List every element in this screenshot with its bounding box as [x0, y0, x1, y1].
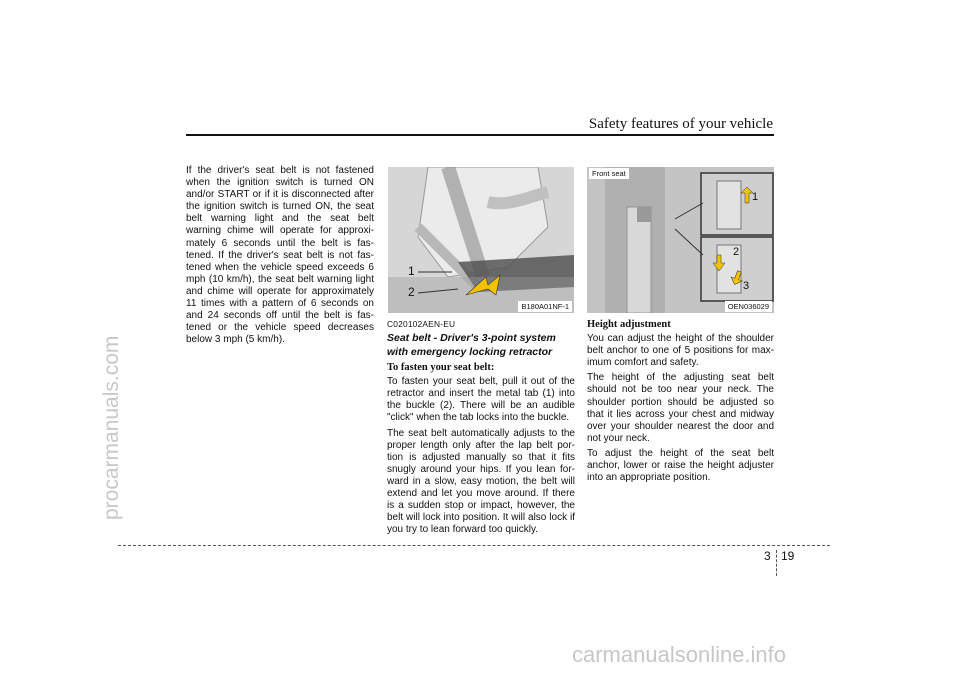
fasten-paragraph: To fasten your seat belt, pull it out of the retractor and insert the metal tab (1) into the buckle (2). There will be an audible "click" when the tab locks into the buckle. — [387, 376, 575, 424]
chapter-number: 3 — [764, 549, 771, 563]
figure-callout-2: 2 — [733, 246, 740, 258]
figure-caption: B180A01NF-1 — [518, 301, 572, 312]
front-seat-label: Front seat — [589, 168, 629, 179]
watermark-bottom: carmanualsonline.info — [572, 642, 787, 667]
section-title: Safety features of your vehicle — [588, 116, 773, 132]
page-number: 19 — [781, 549, 795, 563]
figure-caption: OEN036029 — [725, 301, 772, 312]
footer-dashed-rule — [118, 545, 830, 546]
section-code: C020102AEN-EU — [387, 319, 456, 329]
middle-column — [387, 318, 575, 539]
figure-callout-1: 1 — [408, 264, 415, 278]
figure-callout-2: 2 — [408, 285, 415, 299]
header-rule — [186, 134, 774, 136]
height-paragraph-1: You can adjust the height of the shoulder belt anchor to one of 5 positions for max-imum comfort and safety. — [587, 333, 774, 369]
watermark-left-text: procarmanuals.com — [100, 335, 123, 520]
section-title-line2: with emergency locking retractor — [387, 345, 553, 358]
height-adjustment-heading: Height adjustment — [587, 319, 671, 330]
figure-callout-1: 1 — [752, 191, 759, 203]
left-column — [186, 165, 374, 349]
height-adjust-figure — [587, 167, 774, 313]
fasten-heading: To fasten your seat belt: — [387, 362, 495, 374]
driver-seatbelt-figure — [388, 167, 574, 313]
right-column — [587, 319, 774, 487]
seatbelt-illustration — [388, 167, 574, 313]
height-paragraph-2: The height of the adjusting seat belt should not be too near your neck. The shoulder portion should be adjusted so that it lies across your chest and midway over your shoulder nearest the door and not your neck. — [587, 372, 774, 444]
section-title-line1: Seat belt - Driver's 3-point system — [387, 332, 556, 345]
height-paragraph-3: To adjust the height of the seat belt anchor, lower or raise the height adjuster into an appropriate position. — [587, 447, 774, 484]
adjust-paragraph: The seat belt automatically adjusts to the proper length only after the lap belt por-tion is adjusted manually so that it fits snugly around your hips. If you lean for-ward in a slow, easy motion, the belt will extend and let you move around. If there is a sudden stop or impact, however, the belt will lock into position. It will also lock if you try to lean forward too quickly. — [387, 427, 575, 536]
figure-callout-3: 3 — [743, 280, 750, 292]
footer-divider — [776, 550, 777, 576]
seat-belt-warning-paragraph: If the driver's seat belt is not fastened when the ignition switch is turned ON and/or START or if it is disconnected after the ignition switch is turned ON, the seat belt warning light and the seat belt warning chime will operate for approxi-mately 6 seconds until the belt is fas-tened. If the driver's seat belt is not fas-tened when the vehicle speed exceeds 6 mph (10 km/h), the seat belt warning light and chime will operate for approximately 11 times with a pattern of 6 seconds on and 24 seconds off until the belt is fas-tened or the vehicle speed decreases below 3 mph (5 km/h). — [186, 165, 374, 346]
